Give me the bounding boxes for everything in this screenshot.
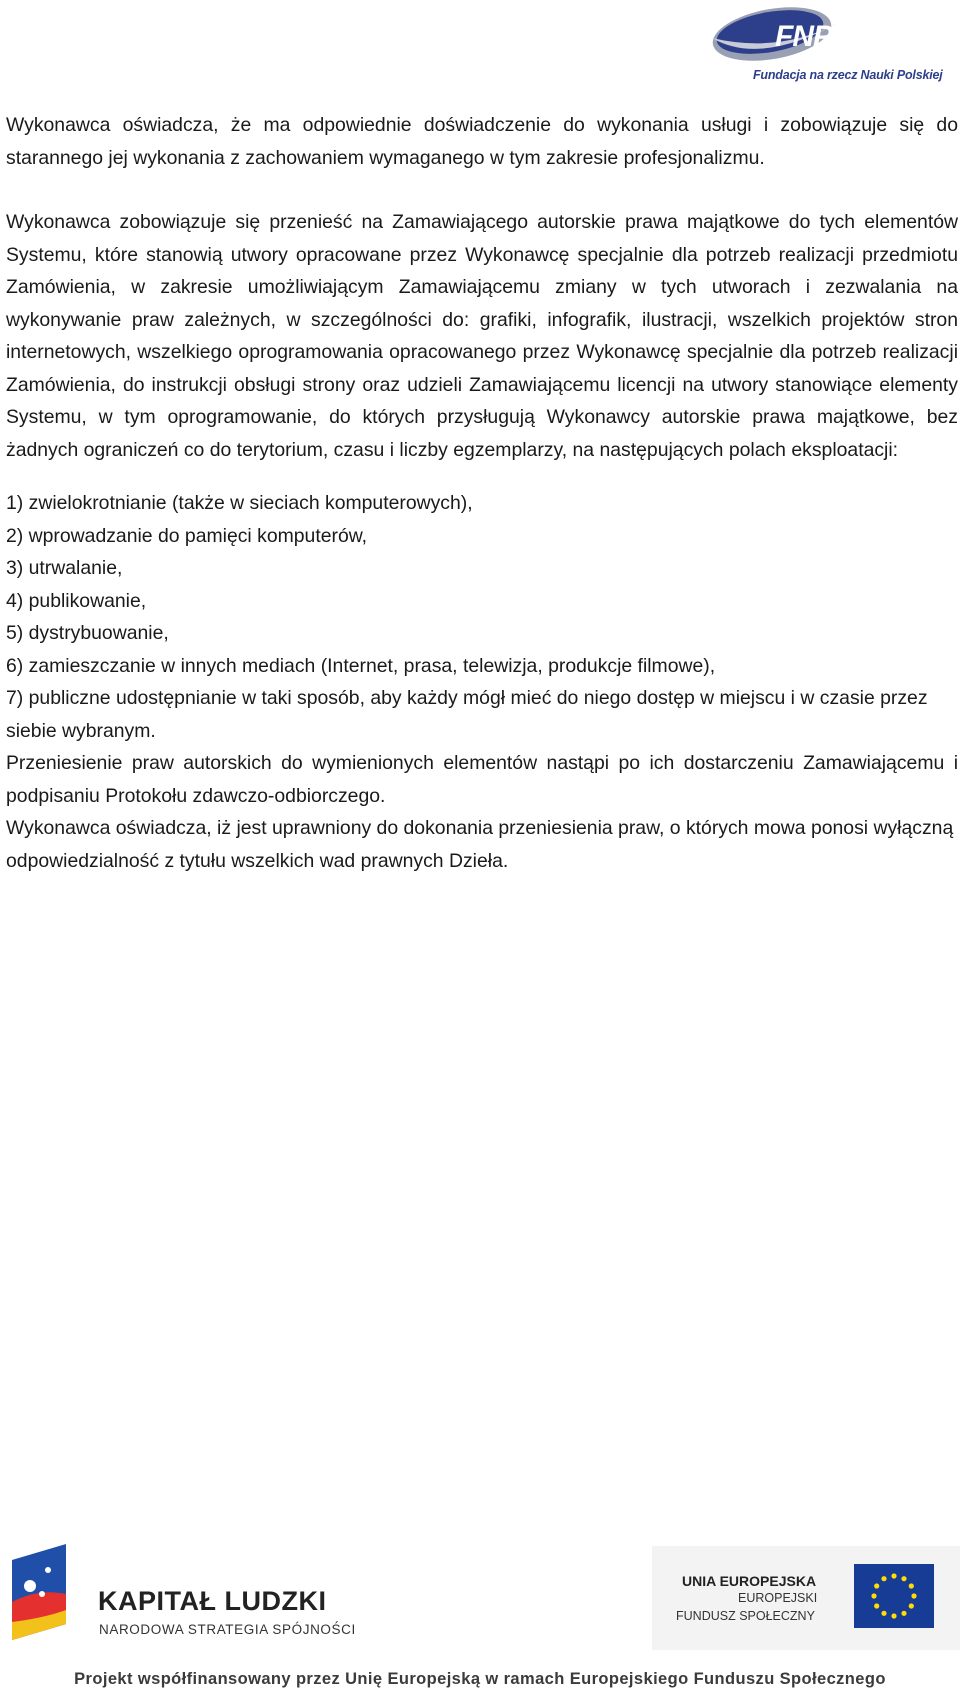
list-item: 2) wprowadzanie do pamięci komputerów, — [6, 524, 368, 547]
paragraph-liability: Wykonawca oświadcza, iż jest uprawniony do dokonania przeniesienia praw, o których mowa ponosi wyłączną odpowiedzialność z tytułu wszelkich wad prawnych Dzieła. — [6, 817, 954, 872]
list-item: 1) zwielokrotnianie (także w sieciach komputerowych), — [6, 492, 473, 514]
paragraph-experience: Wykonawca oświadcza, że ma odpowiednie doświadczenie do wykonania usługi i zobowiązuje się do starannego jej wykonania z zachowaniem wymaganego w tym zakresie profesjonalizmu. — [6, 114, 958, 169]
fnp-logo-text: FNP — [775, 20, 832, 53]
list-item: 4) publikowanie, — [6, 589, 147, 612]
fnp-logo — [700, 2, 960, 88]
fnp-logo-subtitle: Fundacja na rzecz Nauki Polskiej — [753, 68, 943, 82]
list-item: 3) utrwalanie, — [6, 557, 123, 579]
eu-logo — [652, 1546, 960, 1650]
list-item: 6) zamieszczanie w innych mediach (Internet, prasa, telewizja, produkcje filmowe), — [6, 654, 716, 677]
list-item: 5) dystrybuowanie, — [6, 622, 169, 644]
list-item: 7) publiczne udostępnianie w taki sposób, aby każdy mógł mieć do niego dostęp w miejscu i w czasie przez siebie wybranym. — [6, 687, 928, 742]
project-funding-note: Projekt współfinansowany przez Unię Europejską w ramach Europejskiego Funduszu Społecznego — [74, 1670, 886, 1688]
eu-flag-icon — [854, 1564, 934, 1628]
eu-line-3: FUNDUSZ SPOŁECZNY — [676, 1609, 815, 1623]
exploitation-fields-list — [6, 487, 958, 747]
paragraph-transfer-timing: Przeniesienie praw autorskich do wymienionych elementów nastąpi po ich dostarczeniu Zamawiającemu i podpisaniu Protokołu zdawczo-odbiorczego. — [6, 752, 958, 807]
paragraph-copyright-transfer: Wykonawca zobowiązuje się przenieść na Zamawiającego autorskie prawa majątkowe do tych elementów Systemu, które stanowią utwory opracowane przez Wykonawcę specjalnie dla potrzeb realizacji przedmiotu Zamówienia, w zakresie umożliwiającym Zamawiającemu zmiany w tych utworach i zezwalania na wykonywanie praw zależnych, w szczególności do: grafiki, infografik, ilustracji, wszelkich projektów stron internetowych, wszelkiego oprogramowania opracowanego przez Wykonawcę specjalnie dla potrzeb realizacji Zamówienia, do instrukcji obsługi strony oraz udzieli Zamawiającemu licencji na utwory stanowiące elementy Systemu, w tym oprogramowanie, do których przysługują Wykonawcy autorskie prawa majątkowe, bez żadnych ograniczeń co do terytorium, czasu i liczby egzemplarzy, na następujących polach eksploatacji: — [6, 211, 958, 461]
kapital-ludzki-title: KAPITAŁ LUDZKI — [98, 1586, 327, 1616]
eu-line-2: EUROPEJSKI — [738, 1591, 818, 1605]
eu-title: UNIA EUROPEJSKA — [682, 1573, 817, 1589]
kapital-ludzki-logo — [0, 1540, 400, 1660]
kapital-ludzki-icon — [8, 1540, 88, 1660]
document-body — [6, 109, 958, 877]
kapital-ludzki-subtitle: NARODOWA STRATEGIA SPÓJNOŚCI — [99, 1622, 356, 1637]
